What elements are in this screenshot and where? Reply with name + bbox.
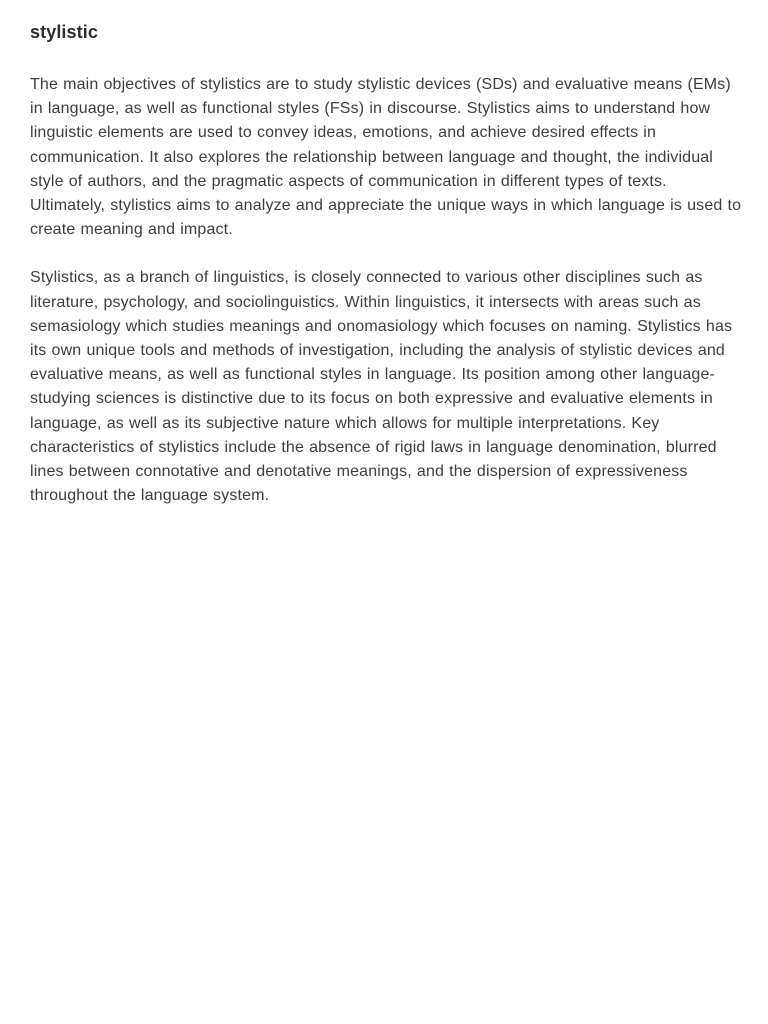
- paragraph-branch: Stylistics, as a branch of linguistics, is closely connected to various other disciplines such as literature, psychology, and sociolinguistics. Within linguistics, it intersects with areas such as semasiology which studies meanings and onomasiology which focuses on naming. Stylistics has its own unique tools and methods of investigation, including the analysis of stylistic devices and evaluative means, as well as functional styles in language. Its position among other language-studying sciences is distinctive due to its focus on both expressive and evaluative elements in language, as well as its subjective nature which allows for multiple interpretations. Key characteristics of stylistics include the absence of rigid laws in language denomination, blurred lines between connotative and denotative meanings, and the dispersion of expressiveness throughout the language system.: [30, 269, 733, 505]
- document-title: stylistic: [30, 22, 98, 42]
- paragraph-objectives: The main objectives of stylistics are to study stylistic devices (SDs) and evaluative means (EMs) in language, as well as functional styles (FSs) in discourse. Stylistics aims to understand how linguistic elements are used to convey ideas, emotions, and achieve desired effects in communication. It also explores the relationship between language and thought, the individual style of authors, and the pragmatic aspects of communication in different types of texts. Ultimately, stylistics aims to analyze and appreciate the unique ways in which language is used to create meaning and impact.: [30, 76, 742, 239]
